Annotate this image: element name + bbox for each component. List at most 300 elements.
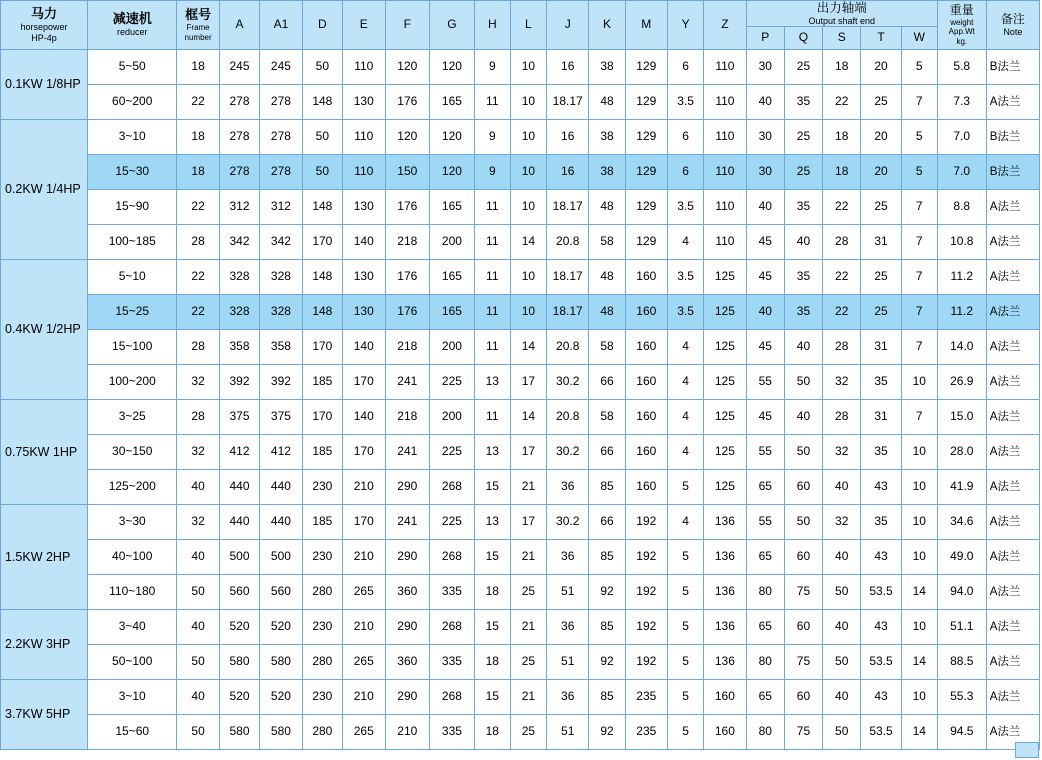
cell-T: 25 <box>861 85 901 120</box>
cell-Z: 125 <box>704 330 746 365</box>
cell-H: 15 <box>474 680 510 715</box>
cell-note: A法兰 <box>986 330 1039 365</box>
header-dim-G: G <box>430 1 475 50</box>
header-dim-F: F <box>385 1 430 50</box>
cell-P: 80 <box>746 715 784 750</box>
cell-note: B法兰 <box>986 120 1039 155</box>
cell-note: A法兰 <box>986 680 1039 715</box>
table-row <box>1 715 1040 750</box>
table-row <box>1 400 1040 435</box>
cell-D: 230 <box>302 680 342 715</box>
cell-Y: 6 <box>668 50 704 85</box>
cell-G: 268 <box>430 610 475 645</box>
cell-L: 25 <box>510 575 546 610</box>
cell-reducer: 3~40 <box>88 610 177 645</box>
group-label-cell: 3.7KW 5HP <box>1 680 88 750</box>
cell-frame-number: 18 <box>177 155 219 190</box>
cell-F: 290 <box>385 470 430 505</box>
cell-A1: 375 <box>260 400 302 435</box>
group-label-cell: 2.2KW 3HP <box>1 610 88 680</box>
cell-T: 20 <box>861 50 901 85</box>
cell-M: 192 <box>625 505 667 540</box>
cell-P: 65 <box>746 610 784 645</box>
table-header <box>1 1 1040 50</box>
header-note-en: Note <box>1003 26 1023 37</box>
cell-T: 43 <box>861 610 901 645</box>
cell-reducer: 60~200 <box>88 85 177 120</box>
cell-K: 66 <box>589 365 625 400</box>
cell-weight: 34.6 <box>937 505 986 540</box>
cell-S: 28 <box>823 400 861 435</box>
cell-S: 40 <box>823 540 861 575</box>
cell-W: 10 <box>901 365 937 400</box>
cell-Y: 5 <box>668 470 704 505</box>
cell-D: 185 <box>302 365 342 400</box>
cell-Q: 25 <box>784 50 822 85</box>
cell-Y: 4 <box>668 435 704 470</box>
cell-P: 45 <box>746 330 784 365</box>
cell-E: 210 <box>343 610 385 645</box>
cell-T: 20 <box>861 120 901 155</box>
cell-S: 50 <box>823 645 861 680</box>
cell-W: 7 <box>901 190 937 225</box>
header-frame-en: Frame <box>186 23 210 33</box>
cell-M: 192 <box>625 610 667 645</box>
cell-F: 176 <box>385 190 430 225</box>
cell-S: 40 <box>823 470 861 505</box>
cell-D: 170 <box>302 330 342 365</box>
cell-note: B法兰 <box>986 155 1039 190</box>
cell-A1: 342 <box>260 225 302 260</box>
cell-G: 120 <box>430 155 475 190</box>
cell-P: 55 <box>746 505 784 540</box>
cell-weight: 10.8 <box>937 225 986 260</box>
header-reducer-en: reducer <box>116 27 148 38</box>
cell-weight: 7.0 <box>937 155 986 190</box>
cell-D: 170 <box>302 400 342 435</box>
cell-G: 165 <box>430 190 475 225</box>
cell-T: 31 <box>861 400 901 435</box>
cell-D: 148 <box>302 260 342 295</box>
table-row <box>1 155 1040 190</box>
cell-frame-number: 32 <box>177 505 219 540</box>
cell-frame-number: 40 <box>177 540 219 575</box>
cell-Q: 50 <box>784 365 822 400</box>
cell-T: 20 <box>861 155 901 190</box>
header-dim-E: E <box>343 1 385 50</box>
cell-note: A法兰 <box>986 190 1039 225</box>
cell-H: 13 <box>474 435 510 470</box>
header-dim-K: K <box>589 1 625 50</box>
cell-A: 392 <box>219 365 259 400</box>
cell-D: 230 <box>302 610 342 645</box>
cell-F: 290 <box>385 540 430 575</box>
cell-S: 22 <box>823 85 861 120</box>
cell-E: 210 <box>343 470 385 505</box>
cell-Q: 35 <box>784 85 822 120</box>
cell-Y: 6 <box>668 120 704 155</box>
cell-L: 21 <box>510 470 546 505</box>
cell-frame-number: 28 <box>177 400 219 435</box>
cell-Z: 125 <box>704 470 746 505</box>
cell-P: 55 <box>746 365 784 400</box>
cell-note: A法兰 <box>986 575 1039 610</box>
cell-Y: 5 <box>668 540 704 575</box>
cell-Z: 110 <box>704 190 746 225</box>
cell-frame-number: 40 <box>177 610 219 645</box>
cell-reducer: 15~100 <box>88 330 177 365</box>
cell-reducer: 50~100 <box>88 645 177 680</box>
cell-M: 160 <box>625 435 667 470</box>
cell-H: 13 <box>474 505 510 540</box>
cell-L: 10 <box>510 120 546 155</box>
cell-L: 21 <box>510 540 546 575</box>
cell-S: 22 <box>823 260 861 295</box>
cell-M: 192 <box>625 575 667 610</box>
cell-D: 280 <box>302 575 342 610</box>
cell-D: 50 <box>302 155 342 190</box>
cell-K: 48 <box>589 260 625 295</box>
cell-W: 10 <box>901 610 937 645</box>
cell-M: 235 <box>625 680 667 715</box>
cell-weight: 41.9 <box>937 470 986 505</box>
cell-A: 278 <box>219 85 259 120</box>
cell-frame-number: 40 <box>177 680 219 715</box>
table-row <box>1 330 1040 365</box>
cell-F: 241 <box>385 435 430 470</box>
cell-Q: 40 <box>784 400 822 435</box>
cell-H: 11 <box>474 330 510 365</box>
cell-K: 66 <box>589 505 625 540</box>
cell-Y: 5 <box>668 645 704 680</box>
cell-E: 130 <box>343 190 385 225</box>
cell-W: 14 <box>901 645 937 680</box>
cell-L: 25 <box>510 715 546 750</box>
cell-reducer: 100~185 <box>88 225 177 260</box>
cell-T: 53.5 <box>861 715 901 750</box>
cell-Y: 4 <box>668 505 704 540</box>
cell-G: 268 <box>430 540 475 575</box>
cell-Q: 75 <box>784 575 822 610</box>
cell-Z: 136 <box>704 505 746 540</box>
cell-A1: 328 <box>260 260 302 295</box>
cell-weight: 28.0 <box>937 435 986 470</box>
cell-S: 50 <box>823 715 861 750</box>
cell-A: 520 <box>219 680 259 715</box>
cell-note: A法兰 <box>986 505 1039 540</box>
cell-L: 21 <box>510 610 546 645</box>
cell-reducer: 15~30 <box>88 155 177 190</box>
cell-Q: 25 <box>784 120 822 155</box>
cell-P: 40 <box>746 295 784 330</box>
cell-Y: 5 <box>668 680 704 715</box>
header-horsepower-sub: HP-4p <box>31 32 57 43</box>
cell-W: 10 <box>901 470 937 505</box>
cell-J: 18.17 <box>546 295 588 330</box>
cell-frame-number: 32 <box>177 365 219 400</box>
cell-frame-number: 18 <box>177 50 219 85</box>
cell-weight: 55.3 <box>937 680 986 715</box>
cell-frame-number: 50 <box>177 575 219 610</box>
cell-M: 160 <box>625 470 667 505</box>
cell-A1: 580 <box>260 645 302 680</box>
cell-frame-number: 32 <box>177 435 219 470</box>
cell-L: 14 <box>510 225 546 260</box>
table-row <box>1 295 1040 330</box>
cell-E: 265 <box>343 645 385 680</box>
cell-J: 36 <box>546 540 588 575</box>
cell-note: A法兰 <box>986 610 1039 645</box>
cell-S: 18 <box>823 155 861 190</box>
cell-D: 185 <box>302 435 342 470</box>
page-corner-marker <box>1015 742 1039 758</box>
group-label-cell: 0.2KW 1/4HP <box>1 120 88 260</box>
cell-E: 170 <box>343 365 385 400</box>
cell-P: 45 <box>746 400 784 435</box>
cell-L: 10 <box>510 190 546 225</box>
cell-E: 210 <box>343 680 385 715</box>
cell-A1: 520 <box>260 610 302 645</box>
table-row <box>1 680 1040 715</box>
cell-reducer: 3~10 <box>88 680 177 715</box>
header-shaft-T: T <box>861 27 901 50</box>
cell-weight: 7.3 <box>937 85 986 120</box>
cell-frame-number: 28 <box>177 330 219 365</box>
cell-Z: 125 <box>704 400 746 435</box>
cell-frame-number: 50 <box>177 715 219 750</box>
table-body <box>1 50 1040 750</box>
table-row <box>1 505 1040 540</box>
cell-M: 192 <box>625 645 667 680</box>
cell-P: 45 <box>746 260 784 295</box>
cell-K: 92 <box>589 575 625 610</box>
cell-P: 40 <box>746 190 784 225</box>
cell-T: 35 <box>861 505 901 540</box>
cell-G: 225 <box>430 365 475 400</box>
cell-Z: 110 <box>704 120 746 155</box>
cell-P: 65 <box>746 540 784 575</box>
cell-S: 22 <box>823 190 861 225</box>
cell-M: 160 <box>625 365 667 400</box>
cell-A: 312 <box>219 190 259 225</box>
group-label-cell: 0.4KW 1/2HP <box>1 260 88 400</box>
cell-A1: 500 <box>260 540 302 575</box>
cell-Z: 136 <box>704 575 746 610</box>
cell-G: 165 <box>430 260 475 295</box>
cell-F: 150 <box>385 155 430 190</box>
cell-A1: 440 <box>260 470 302 505</box>
cell-H: 18 <box>474 715 510 750</box>
cell-note: A法兰 <box>986 435 1039 470</box>
cell-reducer: 15~25 <box>88 295 177 330</box>
cell-Z: 110 <box>704 225 746 260</box>
cell-M: 160 <box>625 295 667 330</box>
cell-A: 328 <box>219 260 259 295</box>
header-weight-en2: App.Wt <box>948 27 975 37</box>
header-weight <box>937 1 986 50</box>
cell-J: 18.17 <box>546 190 588 225</box>
cell-E: 210 <box>343 540 385 575</box>
cell-K: 85 <box>589 680 625 715</box>
cell-J: 51 <box>546 575 588 610</box>
cell-reducer: 30~150 <box>88 435 177 470</box>
cell-A1: 245 <box>260 50 302 85</box>
table-row <box>1 260 1040 295</box>
cell-frame-number: 28 <box>177 225 219 260</box>
cell-Q: 25 <box>784 155 822 190</box>
cell-A: 580 <box>219 715 259 750</box>
cell-T: 25 <box>861 190 901 225</box>
cell-J: 30.2 <box>546 435 588 470</box>
table-row <box>1 575 1040 610</box>
table-row <box>1 645 1040 680</box>
cell-M: 129 <box>625 120 667 155</box>
cell-Z: 125 <box>704 435 746 470</box>
header-shaft-S: S <box>823 27 861 50</box>
cell-J: 20.8 <box>546 225 588 260</box>
cell-A1: 392 <box>260 365 302 400</box>
cell-S: 50 <box>823 575 861 610</box>
cell-G: 225 <box>430 505 475 540</box>
cell-weight: 11.2 <box>937 260 986 295</box>
header-weight-unit: kg. <box>956 36 968 46</box>
cell-A1: 580 <box>260 715 302 750</box>
cell-H: 15 <box>474 540 510 575</box>
cell-A: 358 <box>219 330 259 365</box>
cell-W: 5 <box>901 50 937 85</box>
cell-M: 192 <box>625 540 667 575</box>
header-dim-Y: Y <box>668 1 704 50</box>
cell-L: 17 <box>510 435 546 470</box>
cell-G: 120 <box>430 50 475 85</box>
cell-G: 335 <box>430 575 475 610</box>
cell-J: 16 <box>546 155 588 190</box>
cell-J: 51 <box>546 645 588 680</box>
cell-F: 241 <box>385 505 430 540</box>
cell-L: 17 <box>510 365 546 400</box>
cell-T: 53.5 <box>861 575 901 610</box>
cell-S: 40 <box>823 610 861 645</box>
table-row <box>1 470 1040 505</box>
cell-weight: 7.0 <box>937 120 986 155</box>
cell-A1: 278 <box>260 85 302 120</box>
cell-note: A法兰 <box>986 365 1039 400</box>
cell-H: 18 <box>474 645 510 680</box>
cell-Q: 40 <box>784 225 822 260</box>
cell-K: 38 <box>589 120 625 155</box>
cell-W: 7 <box>901 330 937 365</box>
cell-T: 53.5 <box>861 645 901 680</box>
cell-weight: 88.5 <box>937 645 986 680</box>
cell-D: 148 <box>302 190 342 225</box>
cell-P: 30 <box>746 120 784 155</box>
cell-S: 28 <box>823 330 861 365</box>
cell-F: 120 <box>385 50 430 85</box>
cell-note: A法兰 <box>986 715 1039 750</box>
cell-S: 18 <box>823 120 861 155</box>
header-frame-cn: 框号 <box>185 7 212 23</box>
cell-D: 50 <box>302 120 342 155</box>
header-dim-Z: Z <box>704 1 746 50</box>
cell-weight: 8.8 <box>937 190 986 225</box>
cell-Z: 136 <box>704 645 746 680</box>
cell-A1: 328 <box>260 295 302 330</box>
cell-J: 16 <box>546 120 588 155</box>
cell-Z: 136 <box>704 540 746 575</box>
cell-J: 36 <box>546 680 588 715</box>
cell-W: 10 <box>901 505 937 540</box>
cell-note: A法兰 <box>986 400 1039 435</box>
cell-Z: 125 <box>704 365 746 400</box>
cell-E: 130 <box>343 295 385 330</box>
cell-W: 7 <box>901 400 937 435</box>
cell-F: 218 <box>385 225 430 260</box>
header-dim-M: M <box>625 1 667 50</box>
cell-M: 129 <box>625 85 667 120</box>
cell-frame-number: 18 <box>177 120 219 155</box>
header-shaft-P: P <box>746 27 784 50</box>
cell-E: 170 <box>343 435 385 470</box>
cell-weight: 26.9 <box>937 365 986 400</box>
cell-S: 32 <box>823 365 861 400</box>
cell-W: 5 <box>901 155 937 190</box>
cell-H: 11 <box>474 295 510 330</box>
cell-E: 140 <box>343 330 385 365</box>
cell-Y: 4 <box>668 225 704 260</box>
cell-A: 520 <box>219 610 259 645</box>
cell-A: 278 <box>219 120 259 155</box>
table-row <box>1 85 1040 120</box>
cell-A: 342 <box>219 225 259 260</box>
cell-A: 580 <box>219 645 259 680</box>
cell-A1: 312 <box>260 190 302 225</box>
header-horsepower-en: horsepower <box>20 22 68 33</box>
header-dim-H: H <box>474 1 510 50</box>
cell-reducer: 3~25 <box>88 400 177 435</box>
cell-Q: 60 <box>784 540 822 575</box>
cell-reducer: 3~30 <box>88 505 177 540</box>
cell-Q: 40 <box>784 330 822 365</box>
cell-F: 241 <box>385 365 430 400</box>
header-shaft-W: W <box>901 27 937 50</box>
cell-D: 280 <box>302 645 342 680</box>
cell-H: 11 <box>474 400 510 435</box>
table-row <box>1 225 1040 260</box>
cell-weight: 15.0 <box>937 400 986 435</box>
cell-G: 200 <box>430 225 475 260</box>
cell-frame-number: 22 <box>177 295 219 330</box>
cell-P: 80 <box>746 645 784 680</box>
cell-L: 10 <box>510 260 546 295</box>
cell-S: 40 <box>823 680 861 715</box>
table-row <box>1 435 1040 470</box>
cell-H: 13 <box>474 365 510 400</box>
cell-K: 85 <box>589 610 625 645</box>
cell-F: 120 <box>385 120 430 155</box>
cell-F: 360 <box>385 575 430 610</box>
cell-W: 7 <box>901 295 937 330</box>
cell-M: 129 <box>625 225 667 260</box>
cell-W: 10 <box>901 435 937 470</box>
cell-Y: 4 <box>668 400 704 435</box>
cell-Z: 125 <box>704 260 746 295</box>
cell-A: 560 <box>219 575 259 610</box>
header-shaft-Q: Q <box>784 27 822 50</box>
cell-note: A法兰 <box>986 85 1039 120</box>
cell-W: 7 <box>901 225 937 260</box>
cell-G: 165 <box>430 85 475 120</box>
cell-note: A法兰 <box>986 540 1039 575</box>
